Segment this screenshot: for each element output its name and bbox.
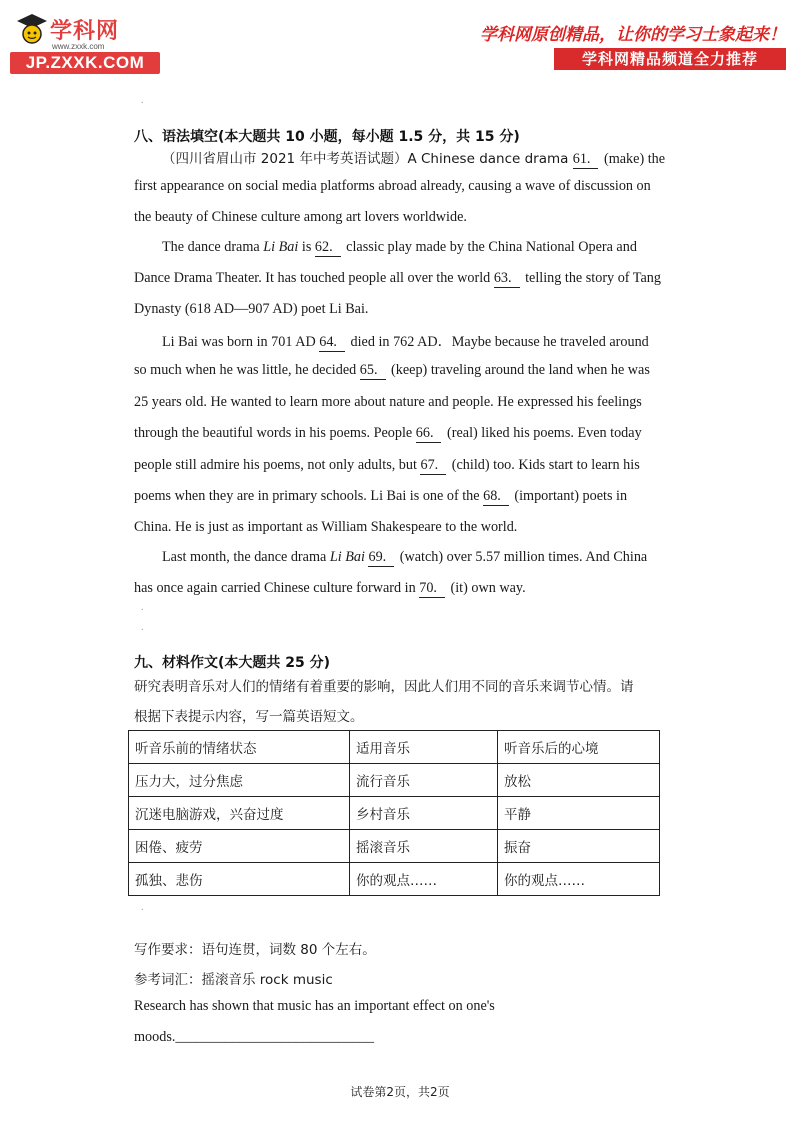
table-cell: 沉迷电脑游戏，兴奋过度 [129,797,350,830]
page-footer: 试卷第2页，共2页 [350,1085,450,1099]
p4-line2: has once again carried Chinese culture forward in 70. (it) own way. [134,580,526,596]
table-cell: 乡村音乐 [350,797,498,830]
blank-64[interactable]: 64. [319,334,345,352]
blank-63[interactable]: 63. [494,270,520,288]
p3-line7: China. He is just as important as William Shakespeare to the world. [134,519,518,535]
table-cell: 你的观点…… [498,863,660,896]
p3-line2: so much when he was little, he decided 65. (keep) traveling around the land when he was [134,362,650,378]
header-slogan: 学科网原创精品，让你的学习士象起来！ [480,25,786,45]
graduate-cap-icon [16,12,48,46]
p2-line2: Dance Drama Theater. It has touched people all over the world 63. telling the story of Tang [134,270,661,286]
channel-banner: 学科网精品频道全力推荐 [554,48,786,70]
table-cell: 平静 [498,797,660,830]
table-cell: 你的观点…… [350,863,498,896]
table-cell: 听音乐后的心境 [498,731,660,764]
blank-70[interactable]: 70. [419,580,445,598]
blank-67[interactable]: 67. [420,457,446,475]
logo-name: 学科网 [50,19,120,44]
table-header-row [129,731,660,764]
p3-line5: people still admire his poems, not only adults, but 67. (child) too. Kids start to learn his [134,457,640,473]
table-cell: 适用音乐 [350,731,498,764]
table-cell: 压力大，过分焦虑 [129,764,350,797]
table-row [129,764,660,797]
p3-line1: Li Bai was born in 701 AD 64. died in 762 AD．Maybe because he traveled around [162,334,649,350]
table-cell: 摇滚音乐 [350,830,498,863]
logo-sub: www.zxxk.com [52,42,105,51]
s9-intro1: 研究表明音乐对人们的情绪有着重要的影响，因此人们用不同的音乐来调节心情。请 [134,679,634,695]
table-cell: 放松 [498,764,660,797]
p1-line3: the beauty of Chinese culture among art lovers worldwide. [134,209,467,225]
music-mood-table [128,730,660,896]
section8-title: 八、语法填空(本大题共 10 小题，每小题 1.5 分，共 15 分) [134,129,520,145]
table-row [129,797,660,830]
marker-dot: . [141,95,144,106]
blank-68[interactable]: 68. [483,488,509,506]
blank-61[interactable]: 61. [573,151,599,169]
reference-vocab: 参考词汇：摇滚音乐 rock music [134,972,333,988]
starter-line1: Research has shown that music has an important effect on one's [134,998,495,1014]
marker-dot: . [141,602,144,613]
p2-line1: The dance drama Li Bai is 62. classic play made by the China National Opera and [162,239,637,255]
p1-line2: first appearance on social media platforms abroad already, causing a wave of discussion on [134,178,651,194]
table-row [129,830,660,863]
p3-line6: poems when they are in primary schools. Li Bai is one of the 68. (important) poets in [134,488,628,504]
marker-dot: . [141,902,144,913]
table-row [129,863,660,896]
table-cell: 流行音乐 [350,764,498,797]
p4-line1: Last month, the dance drama Li Bai 69. (watch) over 5.57 million times. And China [162,549,648,565]
p2-line3: Dynasty (618 AD—907 AD) poet Li Bai. [134,301,369,317]
marker-dot: . [141,622,144,633]
table-cell: 困倦、疲劳 [129,830,350,863]
blank-65[interactable]: 65. [360,362,386,380]
section9-title: 九、材料作文(本大题共 25 分) [134,655,331,671]
s9-intro2: 根据下表提示内容，写一篇英语短文。 [134,709,364,725]
logo-url: JP.ZXXK.COM [10,52,160,74]
p1-line1: （四川省眉山市 2021 年中考英语试题）A Chinese dance drama 61. (make) the [162,151,666,167]
zxxk-logo[interactable] [10,12,160,72]
answer-blank[interactable]: ____________________________ [175,1029,375,1045]
blank-62[interactable]: 62. [315,239,341,257]
blank-69[interactable]: 69. [368,549,394,567]
table-cell: 振奋 [498,830,660,863]
starter-line2[interactable]: moods.____________________________ [134,1029,375,1045]
table-cell: 听音乐前的情绪状态 [129,731,350,764]
p3-line4: through the beautiful words in his poems. People 66. (real) liked his poems. Even today [134,425,642,441]
page-header [0,0,800,80]
writing-requirement: 写作要求：语句连贯，词数 80 个左右。 [134,942,376,958]
p3-line3: 25 years old. He wanted to learn more about nature and people. He expressed his feelings [134,394,642,410]
table-cell: 孤独、悲伤 [129,863,350,896]
blank-66[interactable]: 66. [416,425,442,443]
